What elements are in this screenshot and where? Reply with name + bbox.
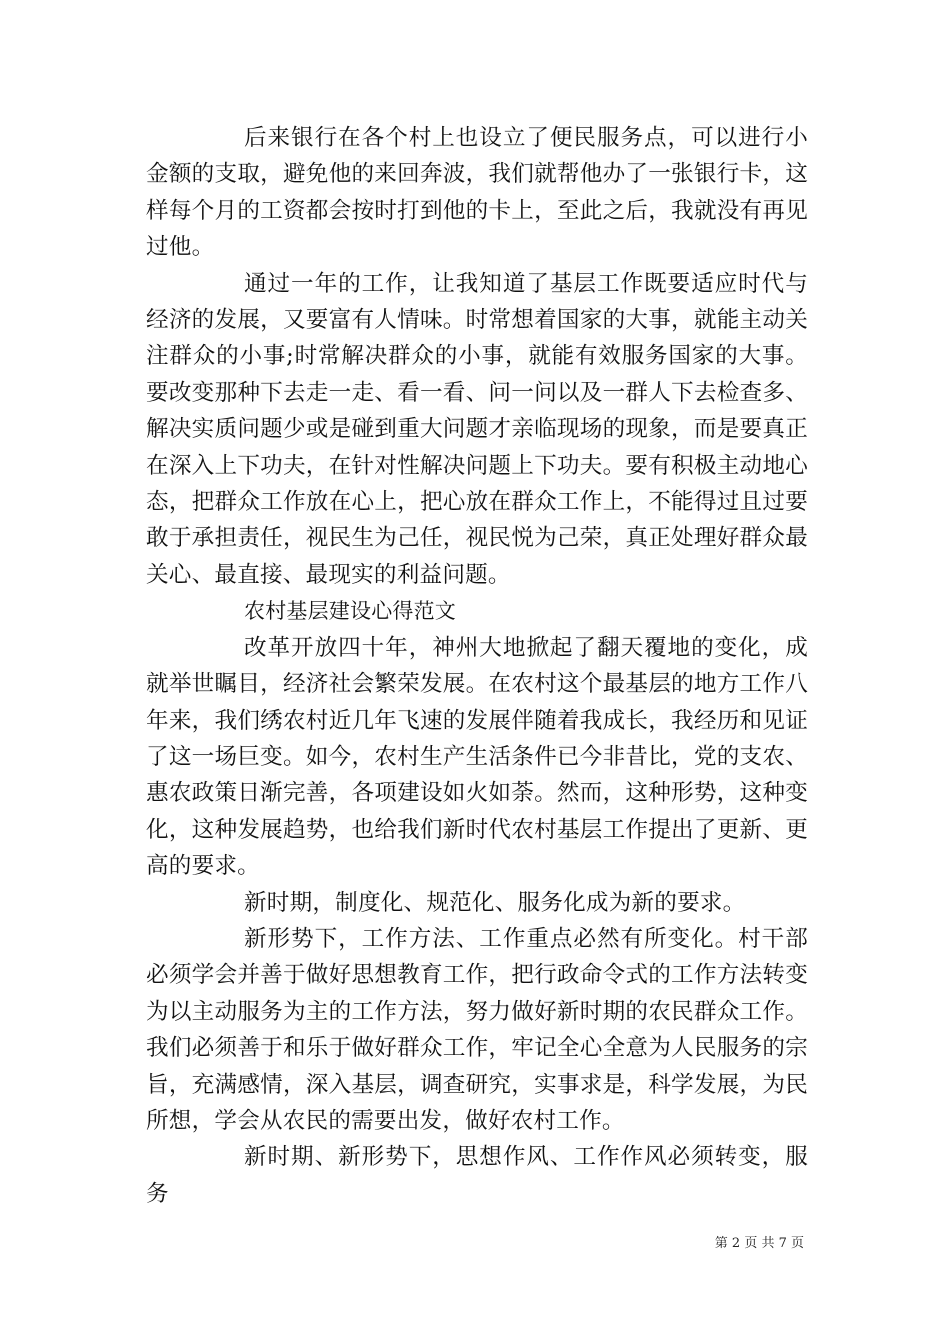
paragraph: 新时期、新形势下，思想作风、工作作风必须转变，服务 — [146, 1144, 808, 1207]
section-title: 农村基层建设心得范文 — [244, 599, 456, 624]
paragraph: 新时期，制度化、规范化、服务化成为新的要求。 — [244, 889, 746, 916]
paragraph: 新形势下，工作方法、工作重点必然有所变化。村干部必须学会并善于做好思想教育工作，把行政命令式的工作方法转变为以主动服务为主的工作方法，努力做好新时期的农民群众工作。我们必须善于和乐于做好群众工作，牢记全心全意为人民服务的宗旨，充满感情，深入基层，调查研究，实事求是，科学发展，为民所想，学会从农民的需要出发，做好农村工作。 — [146, 925, 808, 1134]
paragraph: 改革开放四十年，神州大地掀起了翻天覆地的变化，成就举世瞩目，经济社会繁荣发展。在农村这个最基层的地方工作八年来，我们绣农村近几年飞速的发展伴随着我成长，我经历和见证了这一场巨变。如今，农村生产生活条件已今非昔比，党的支农、惠农政策日渐完善，各项建设如火如荼。然而，这种形势，这种变化，这种发展趋势，也给我们新时代农村基层工作提出了更新、更高的要求。 — [146, 634, 808, 880]
paragraph: 后来银行在各个村上也设立了便民服务点，可以进行小金额的支取，避免他的来回奔波，我们就帮他办了一张银行卡，这样每个月的工资都会按时打到他的卡上，至此之后，我就没有再见过他。 — [146, 125, 808, 261]
document-body — [146, 120, 808, 1212]
page-footer: 第 2 页 共 7 页 — [714, 1236, 804, 1251]
paragraph: 通过一年的工作，让我知道了基层工作既要适应时代与经济的发展，又要富有人情味。时常想着国家的大事，就能主动关注群众的小事;时常解决群众的小事，就能有效服务国家的大事。要改变那种下去走一走、看一看、问一问以及一群人下去检查多、解决实质问题少或是碰到重大问题才亲临现场的现象，而是要真正在深入上下功夫，在针对性解决问题上下功夫。要有积极主动地心态，把群众工作放在心上，把心放在群众工作上，不能得过且过要敢于承担责任，视民生为己任，视民悦为己荣，真正处理好群众最关心、最直接、最现实的利益问题。 — [146, 270, 808, 588]
